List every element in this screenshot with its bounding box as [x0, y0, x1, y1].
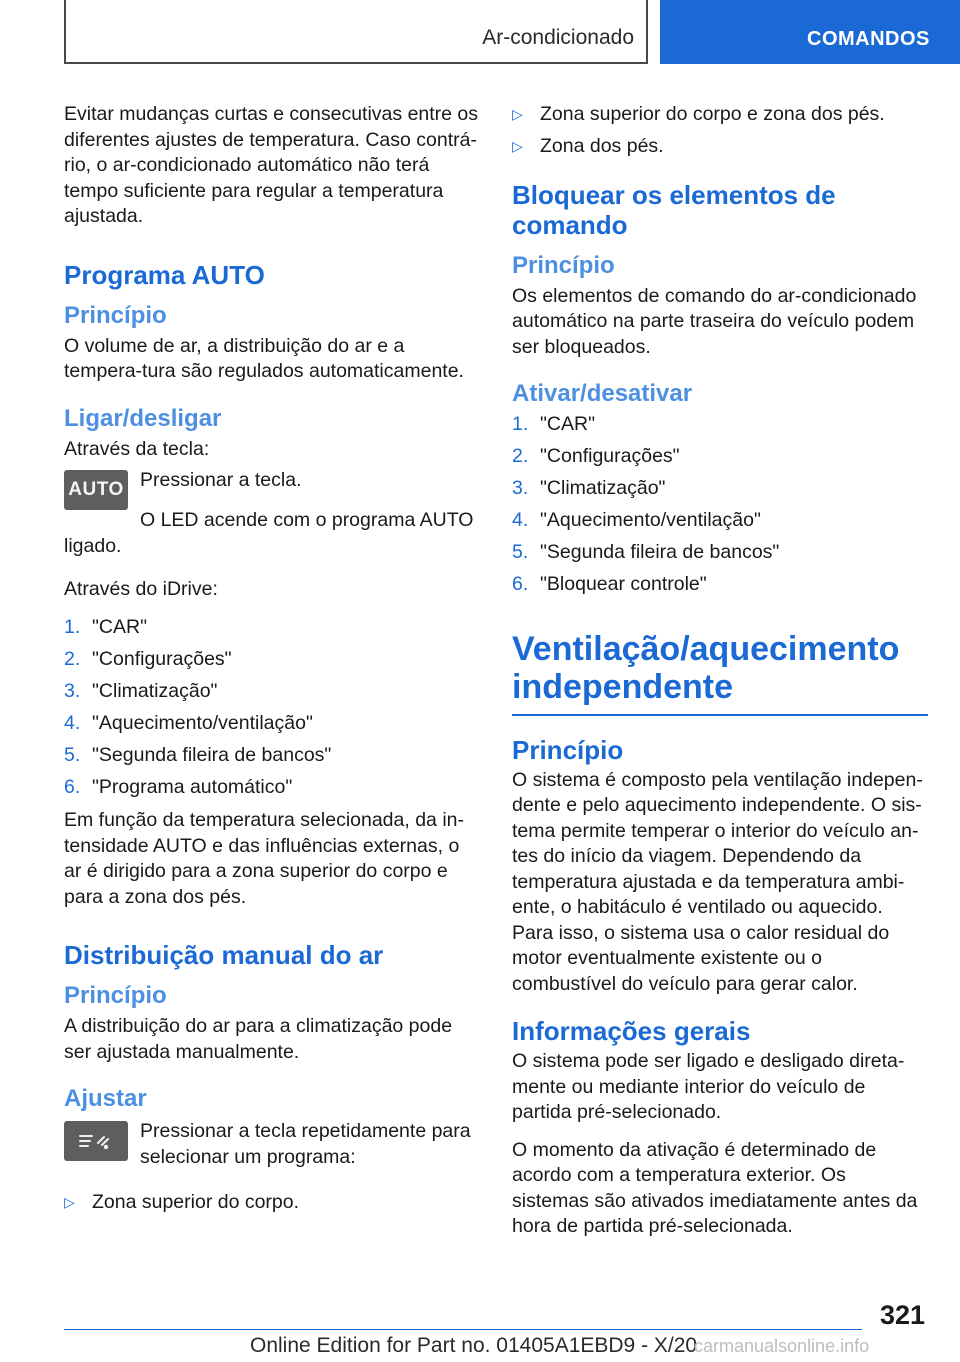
paragraph: Os elementos de comando do ar-condicionado automático na parte traseira do veículo podem ser bloqueados. [512, 284, 917, 358]
heading-principio: Princípio [64, 982, 167, 1009]
triangle-bullet-icon: ▷ [512, 106, 523, 122]
idrive-steps-list [64, 615, 480, 801]
heading-programa-auto: Programa AUTO [64, 259, 265, 290]
step-text: "Climatização" [92, 679, 218, 702]
heading-principio: Princípio [64, 301, 167, 329]
bullet-text: Zona dos pés. [540, 135, 664, 157]
step-text: "Configurações" [540, 445, 680, 467]
paragraph: Pressionar a tecla repetidamente para selecionar um programa: [140, 1120, 471, 1168]
left-column [64, 102, 480, 1224]
auto-key-row [64, 468, 480, 510]
list-item [512, 572, 928, 598]
paragraph: O sistema é composto pela ventilação indepen-dente e pelo aquecimento independente. O sis-tema permite temperar o interior do veículo an-tes do início da viagem. Dependendo da temperatura ajustada e da temperatura ambi-ente, o habitáculo é ventilado ou aquecido. Para isso, o sistema usa o calor residual do motor eventualmente existente ou o combustível do veículo para gerar calor. [512, 768, 923, 995]
step-number: 5. [512, 541, 529, 563]
heading-ligar-desligar: Ligar/desligar [64, 404, 222, 432]
step-number: 6. [512, 573, 529, 595]
step-text: "Bloquear controle" [540, 573, 707, 595]
step-text: "Aquecimento/ventilação" [540, 509, 761, 531]
paragraph: O sistema pode ser ligado e desligado direta-mente ou mediante interior do veículo de partida pré-selecionado. [512, 1050, 905, 1123]
list-item [64, 711, 480, 737]
air-distribution-icon [76, 1129, 116, 1153]
airflow-key-row [64, 1119, 480, 1176]
paragraph: Através da tecla: [64, 437, 210, 460]
heading-ativar-desativar: Ativar/desativar [512, 380, 693, 407]
step-number: 1. [64, 615, 81, 638]
list-item [64, 647, 480, 673]
header-section-box [64, 0, 648, 64]
heading-principio: Princípio [512, 734, 624, 765]
paragraph: Em função da temperatura selecionada, da in-tensidade AUTO e das influências externas, o ar é dirigido para a zona superior do corpo e para a zona dos pés. [64, 809, 464, 908]
heading-informacoes-gerais: Informações gerais [512, 1016, 751, 1046]
list-item [64, 615, 480, 641]
bullet-text: Zona superior do corpo. [92, 1191, 300, 1213]
section-title: Ar-condicionado [482, 26, 634, 49]
heading-principio: Princípio [512, 251, 615, 279]
heading-bloquear: Bloquear os elementos de comando [512, 179, 836, 240]
heading-ajustar: Ajustar [64, 1085, 147, 1112]
header-chapter-tab[interactable] [660, 0, 960, 64]
intro-paragraph: Evitar mudanças curtas e consecutivas entre os diferentes ajustes de temperatura. Caso contrá-rio, o ar-condicionado automático não terá tempo suficiente para regular a temperatura ajustada. [64, 103, 479, 227]
air-zone-list-cont [512, 102, 928, 160]
triangle-bullet-icon: ▷ [64, 1194, 75, 1210]
bullet-text: Zona superior do corpo e zona dos pés. [540, 103, 885, 125]
paragraph: Pressionar a tecla. [140, 469, 302, 491]
list-item [512, 508, 928, 534]
list-item [512, 540, 928, 566]
air-zone-list [64, 1190, 480, 1216]
triangle-bullet-icon: ▷ [512, 138, 523, 154]
list-item [64, 1190, 480, 1216]
list-item [512, 134, 928, 160]
step-text: "Segunda fileira de bancos" [92, 743, 332, 766]
footer-divider [64, 1329, 862, 1330]
list-item [64, 679, 480, 705]
step-number: 3. [512, 477, 529, 499]
edition-text: Online Edition for Part no. 01405A1EBD9 - X/20 [250, 1334, 698, 1357]
step-number: 4. [64, 711, 81, 734]
list-item [512, 102, 928, 128]
list-item [64, 775, 480, 801]
right-column [512, 102, 928, 1252]
heading-distribuicao-manual: Distribuição manual do ar [64, 940, 384, 970]
step-text: "Climatização" [540, 477, 666, 499]
step-text: "Configurações" [92, 647, 232, 670]
list-item [512, 444, 928, 470]
step-number: 2. [512, 445, 529, 467]
paragraph: O momento da ativação é determinado de acordo com a temperatura exterior. Os sistemas são ativados imediatamente antes da hora de partida pré-selecionada. [512, 1138, 918, 1237]
paragraph: O volume de ar, a distribuição do ar e a tempera-tura são regulados automaticamente. [64, 334, 464, 382]
step-number: 5. [64, 743, 81, 766]
list-item [64, 743, 480, 769]
page-number: 321 [880, 1300, 926, 1330]
step-text: "Aquecimento/ventilação" [92, 711, 313, 734]
chapter-title: COMANDOS [807, 28, 930, 50]
step-text: "Programa automático" [92, 775, 293, 798]
step-number: 3. [64, 679, 81, 702]
step-number: 6. [64, 775, 81, 798]
auto-button-icon [64, 470, 128, 510]
step-text: "Segunda fileira de bancos" [540, 541, 780, 563]
heading-ventilacao-aquecimento: Ventilação/aquecimento independente [512, 630, 928, 716]
list-item [512, 412, 928, 438]
paragraph: A distribuição do ar para a climatização pode ser ajustada manualmente. [64, 1015, 453, 1063]
auto-key-label: AUTO [68, 479, 124, 500]
step-number: 4. [512, 509, 529, 531]
step-number: 2. [64, 647, 81, 670]
watermark-text: carmanualsonline.info [694, 1336, 870, 1356]
step-number: 1. [512, 413, 529, 435]
paragraph: O LED acende com o programa AUTO ligado. [64, 509, 474, 557]
paragraph: Através do iDrive: [64, 578, 218, 600]
step-text: "CAR" [92, 615, 148, 638]
list-item [512, 476, 928, 502]
lock-steps-list [512, 412, 928, 598]
air-distribution-button-icon [64, 1121, 128, 1161]
step-text: "CAR" [540, 413, 596, 435]
